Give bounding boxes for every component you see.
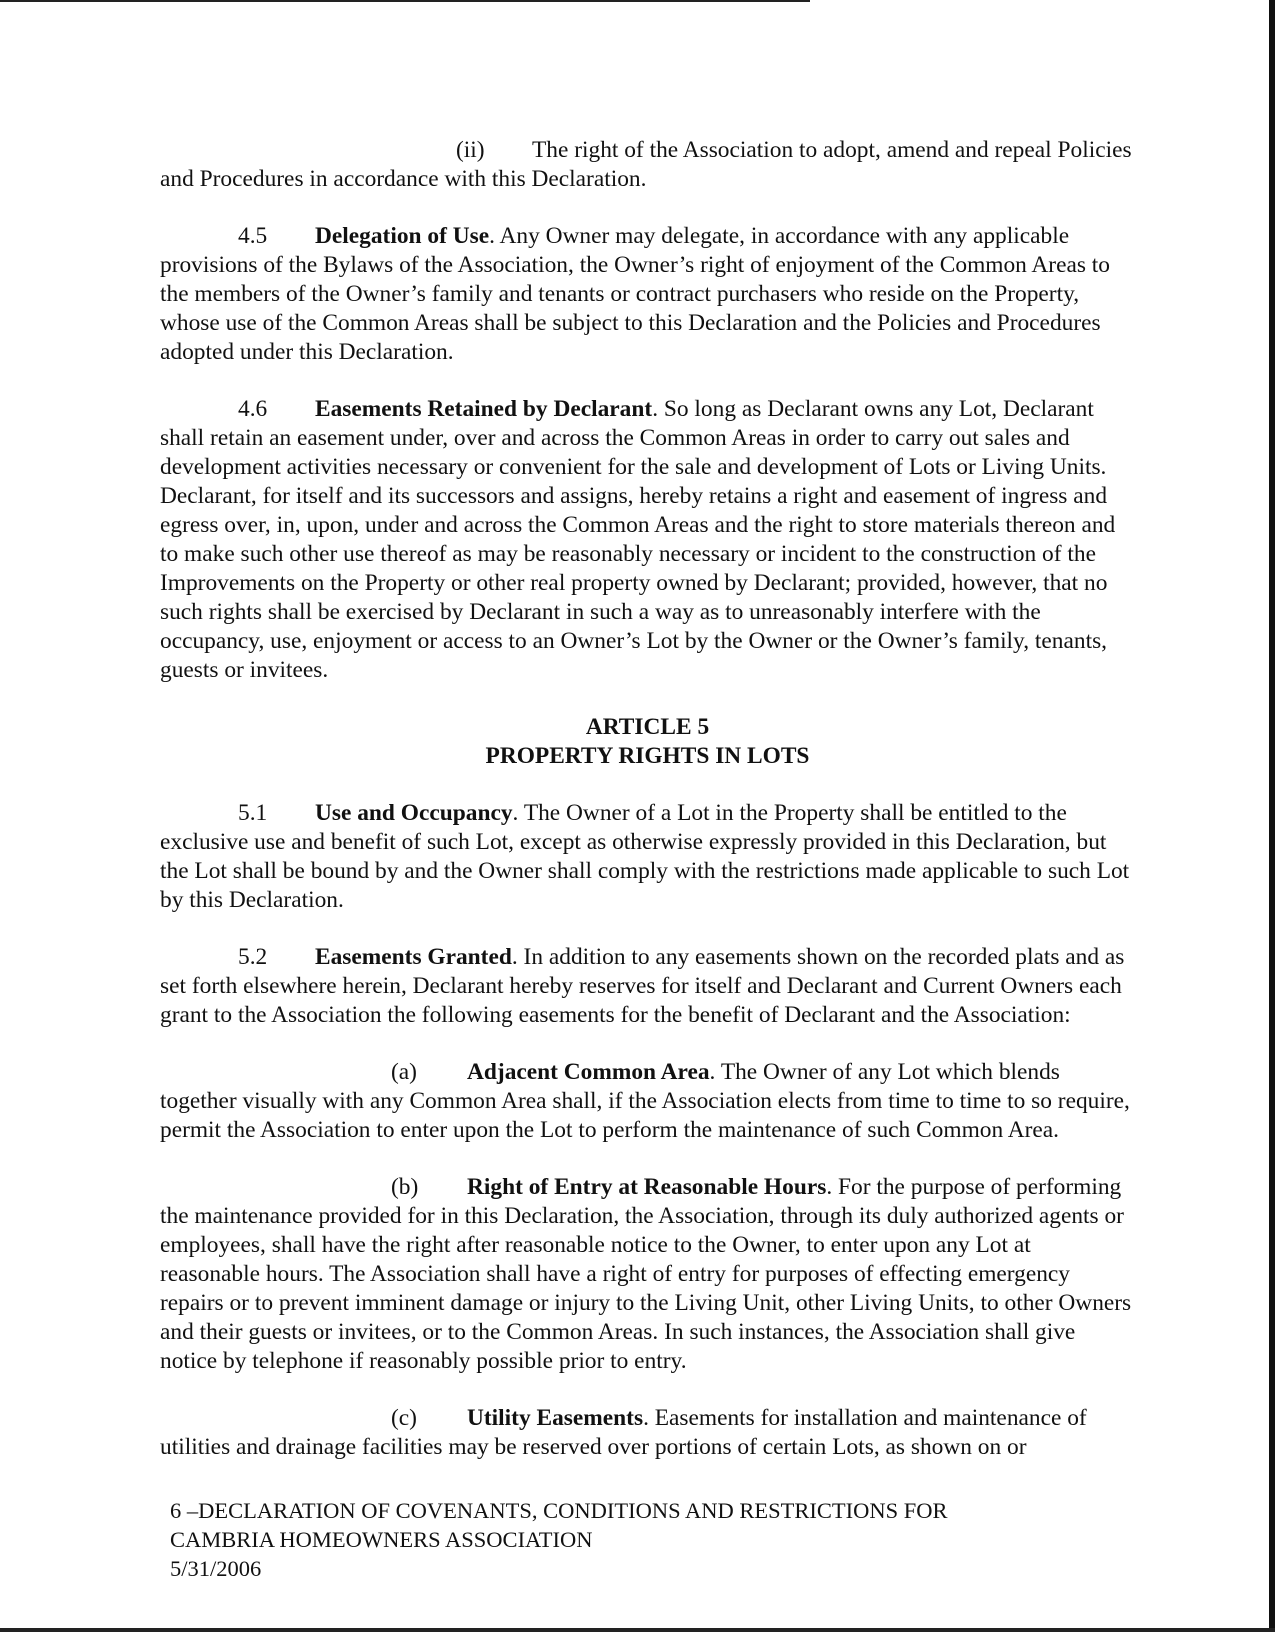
section-5-1	[160, 799, 1135, 915]
item-letter: (b)	[391, 1174, 419, 1200]
paragraph-text: The right of the Association to adopt, amend and repeal Policies and Procedures in accordance with this Declaration.	[160, 137, 1132, 192]
section-number: 4.5	[238, 223, 268, 249]
section-4-5	[160, 222, 1135, 367]
subsection-b	[160, 1173, 1135, 1376]
section-heading: Easements Retained by Declarant	[315, 396, 653, 422]
subsection-text: . Easements for installation and maintenance of utilities and drainage facilities may be reserved over portions of certain Lots, as shown on or	[160, 1405, 1087, 1460]
footer-date: 5/31/2006	[170, 1556, 262, 1581]
page-border-right	[1269, 0, 1275, 1632]
section-heading: Use and Occupancy	[315, 800, 513, 826]
item-number: (ii)	[456, 137, 485, 163]
article-title: PROPERTY RIGHTS IN LOTS	[485, 743, 810, 769]
section-heading: Delegation of Use	[315, 223, 490, 249]
document-body	[160, 136, 1135, 1490]
subsection-heading: Adjacent Common Area	[467, 1059, 710, 1085]
item-letter: (a)	[391, 1059, 417, 1085]
article-heading	[160, 713, 1135, 771]
subsection-c	[160, 1404, 1135, 1462]
footer-association-line: CAMBRIA HOMEOWNERS ASSOCIATION	[170, 1527, 593, 1552]
section-heading: Easements Granted	[315, 944, 512, 970]
article-number: ARTICLE 5	[585, 714, 710, 740]
subsection-text: . For the purpose of performing the maintenance provided for in this Declaration, the Association, through its duly authorized agents or employees, shall have the right after reasonable notice to the Owner, to enter upon any Lot at reasonable hours. The Association shall have a right of entry for purposes of effecting emergency repairs or to prevent imminent damage or injury to the Living Unit, other Living Units, to other Owners and their guests or invitees, or to the Common Areas. In such instances, the Association shall give notice by telephone if reasonably possible prior to entry.	[160, 1174, 1132, 1374]
footer-title-line: 6 –DECLARATION OF COVENANTS, CONDITIONS AND RESTRICTIONS FOR	[170, 1498, 948, 1523]
subsection-heading: Right of Entry at Reasonable Hours	[467, 1174, 827, 1200]
page-footer	[170, 1496, 1120, 1583]
paragraph-ii	[160, 136, 1135, 194]
item-letter: (c)	[391, 1405, 417, 1431]
subsection-text: . The Owner of any Lot which blends together visually with any Common Area shall, if the Association elects from time to time to so require, permit the Association to enter upon the Lot to perform the maintenance of such Common Area.	[160, 1059, 1130, 1143]
section-number: 5.1	[238, 800, 268, 826]
subsection-a	[160, 1058, 1135, 1145]
page-border-top	[0, 0, 810, 2]
section-4-6	[160, 395, 1135, 685]
section-number: 4.6	[238, 396, 268, 422]
section-5-2	[160, 943, 1135, 1030]
section-text: . So long as Declarant owns any Lot, Declarant shall retain an easement under, over and across the Common Areas in order to carry out sales and development activities necessary or convenient for the sale and development of Lots or Living Units. Declarant, for itself and its successors and assigns, hereby retains a right and easement of ingress and egress over, in, upon, under and across the Common Areas and the right to store materials thereon and to make such other use thereof as may be reasonably necessary or incident to the construction of the Improvements on the Property or other real property owned by Declarant; provided, however, that no such rights shall be exercised by Declarant in such a way as to unreasonably interfere with the occupancy, use, enjoyment or access to an Owner’s Lot by the Owner or the Owner’s family, tenants, guests or invitees.	[160, 396, 1116, 683]
section-text: . In addition to any easements shown on the recorded plats and as set forth elsewhere herein, Declarant hereby reserves for itself and Declarant and Current Owners each grant to the Association the following easements for the benefit of Declarant and the Association:	[160, 944, 1125, 1028]
section-text: . Any Owner may delegate, in accordance with any applicable provisions of the Bylaws of the Association, the Owner’s right of enjoyment of the Common Areas to the members of the Owner’s family and tenants or contract purchasers who reside on the Property, whose use of the Common Areas shall be subject to this Declaration and the Policies and Procedures adopted under this Declaration.	[160, 223, 1111, 365]
section-number: 5.2	[238, 944, 268, 970]
subsection-heading: Utility Easements	[467, 1405, 644, 1431]
page-border-bottom	[0, 1628, 1275, 1632]
section-text: . The Owner of a Lot in the Property shall be entitled to the exclusive use and benefit of such Lot, except as otherwise expressly provided in this Declaration, but the Lot shall be bound by and the Owner shall comply with the restrictions made applicable to such Lot by this Declaration.	[160, 800, 1130, 913]
